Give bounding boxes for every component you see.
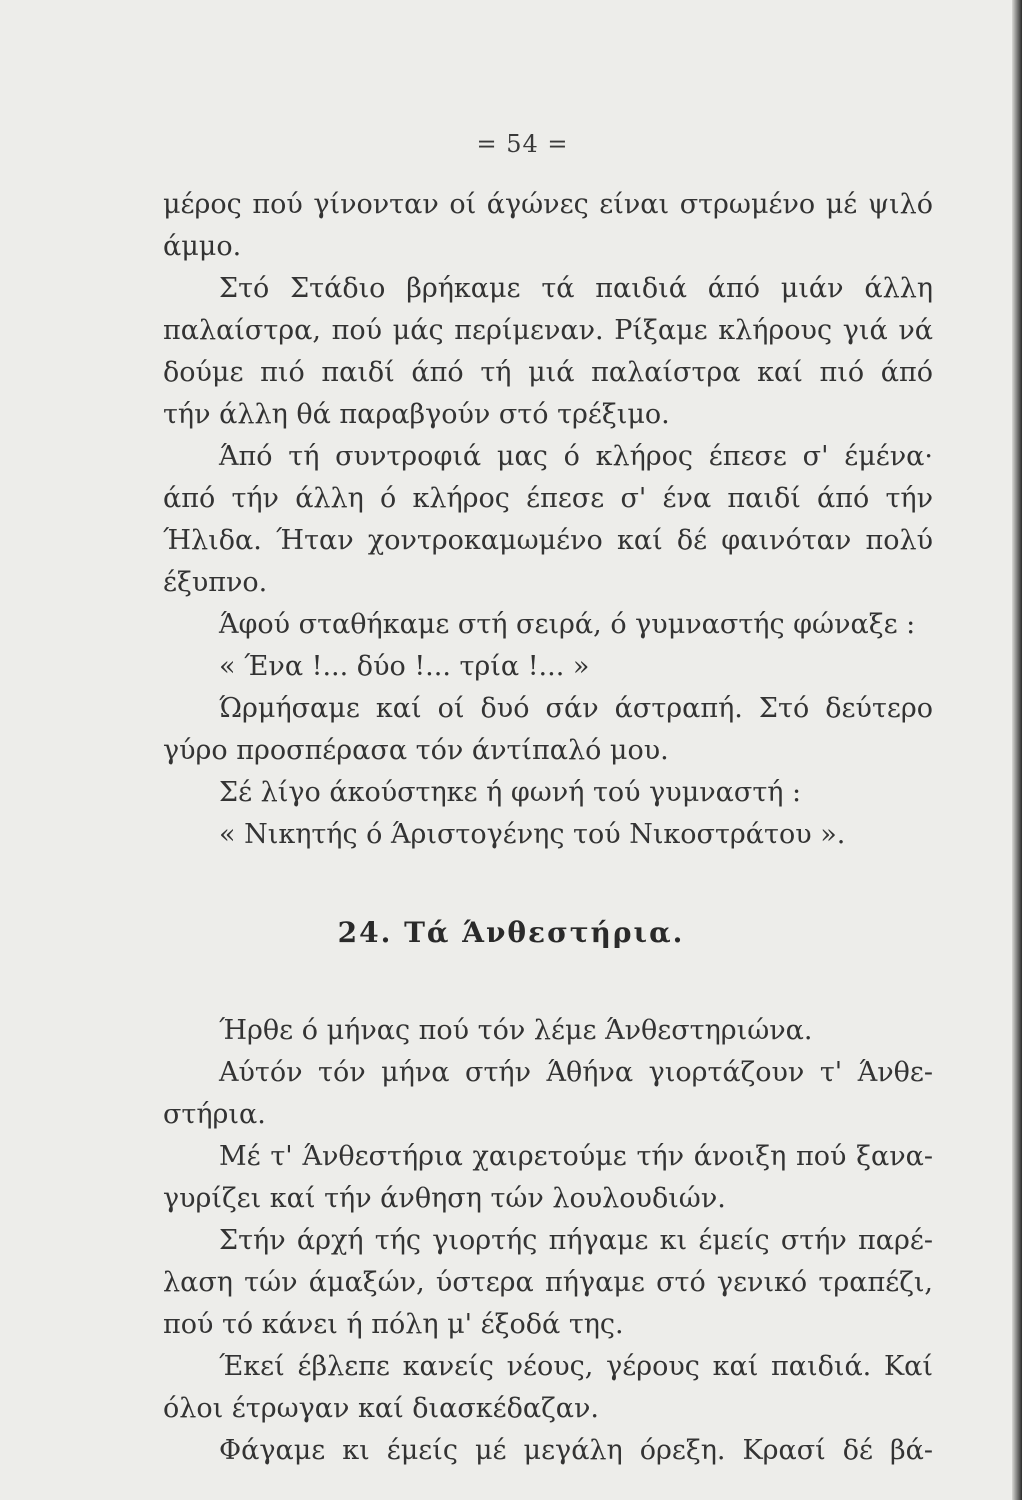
text-line: Φάγαμε κι έμείς μέ μεγάλη όρεξη. Κρασί δέ βά- <box>219 1435 933 1466</box>
text-line: έξυπνο. <box>163 567 268 598</box>
text-line: πού τό κάνει ή πόλη μ' έξοδά της. <box>163 1309 624 1340</box>
text-line: λαση τών άμαξών, ύστερα πήγαμε στό γενικό τραπέζι, <box>163 1267 933 1298</box>
text-line: όλοι έτρωγαν καί διασκέδαζαν. <box>163 1393 599 1424</box>
text-line: Έκεί έβλεπε κανείς νέους, γέρους καί παιδιά. Καί <box>219 1351 933 1382</box>
chapter-heading: 24. Τά Άνθεστήρια. <box>337 916 685 949</box>
text-line: δούμε πιό παιδί άπό τή μιά παλαίστρα καί πιό άπό <box>163 357 933 388</box>
text-line: « Νικητής ό Άριστογένης τού Νικοστράτου ». <box>219 819 846 850</box>
text-line: Άφού σταθήκαμε στή σειρά, ό γυμναστής φώναξε : <box>219 609 916 640</box>
text-line: γύρο προσπέρασα τόν άντίπαλό μου. <box>163 735 669 766</box>
text-line: Αύτόν τόν μήνα στήν Άθήνα γιορτάζουν τ' Άνθε- <box>219 1057 933 1088</box>
text-line: Ήλιδα. Ήταν χοντροκαμωμένο καί δέ φαινόταν πολύ <box>163 525 933 556</box>
text-line: Στήν άρχή τής γιορτής πήγαμε κι έμείς στήν παρέ- <box>219 1225 933 1256</box>
text-line: Ώρμήσαμε καί οί δυό σάν άστραπή. Στό δεύτερο <box>219 693 933 724</box>
text-line: Μέ τ' Άνθεστήρια χαιρετούμε τήν άνοιξη πού ξανα- <box>219 1141 933 1172</box>
text-line: παλαίστρα, πού μάς περίμεναν. Ρίξαμε κλήρους γιά νά <box>163 315 933 346</box>
text-line: άπό τήν άλλη ό κλήρος έπεσε σ' ένα παιδί άπό τήν <box>163 483 933 514</box>
text-line: στήρια. <box>163 1099 266 1130</box>
page-number: = 54 = <box>476 130 569 158</box>
text-line: μέρος πού γίνονταν οί άγώνες είναι στρωμένο μέ ψιλό <box>163 189 933 220</box>
section-text-lower <box>163 1010 933 1472</box>
section-text-upper <box>163 184 933 856</box>
text-line: τήν άλλη θά παραβγούν στό τρέξιμο. <box>163 399 670 430</box>
text-line: « Ένα !... δύο !... τρία !... » <box>219 651 590 682</box>
text-line: Ήρθε ό μήνας πού τόν λέμε Άνθεστηριώνα. <box>219 1015 813 1046</box>
text-line: Άπό τή συντροφιά μας ό κλήρος έπεσε σ' έμένα· <box>219 441 933 472</box>
text-line: γυρίζει καί τήν άνθηση τών λουλουδιών. <box>163 1183 726 1214</box>
text-line: Στό Στάδιο βρήκαμε τά παιδιά άπό μιάν άλλη <box>219 273 933 304</box>
text-line: άμμο. <box>163 231 242 262</box>
page-edge-shadow <box>1012 0 1022 1500</box>
text-line: Σέ λίγο άκούστηκε ή φωνή τού γυμναστή : <box>219 777 802 808</box>
